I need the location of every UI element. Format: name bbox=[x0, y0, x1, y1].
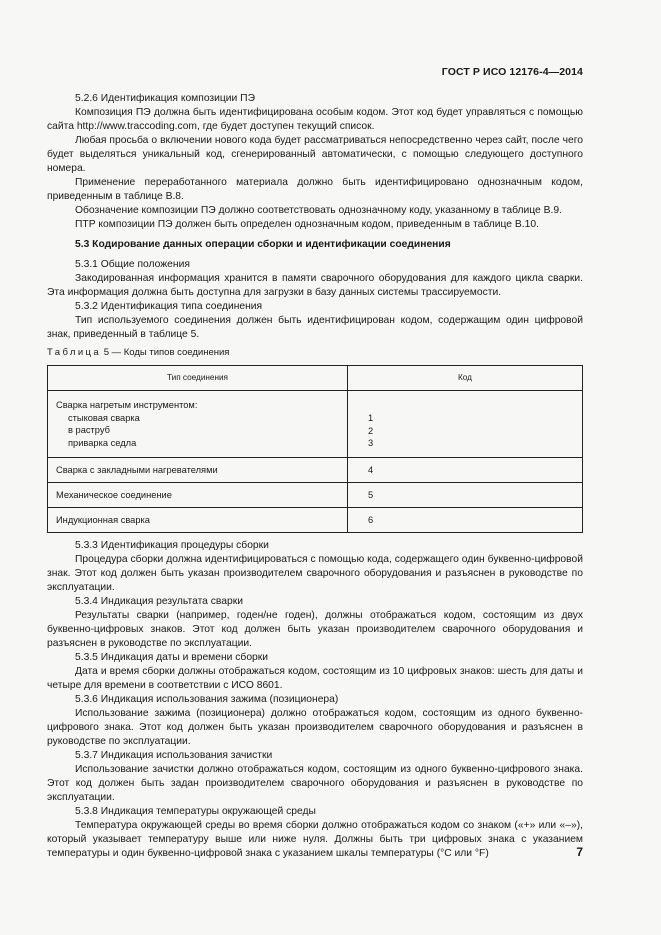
row-code: 6 bbox=[348, 508, 583, 533]
group-item-code: 2 bbox=[368, 425, 374, 436]
table-caption bbox=[47, 346, 583, 360]
paragraph: Процедура сборки должна идентифицироваться с помощью кода, содержащего один буквенно-цифровой знак. Этот код должен быть указан производителем сварочного оборудования и разъяснен в руководстве по эксплуатации. bbox=[47, 554, 583, 593]
table-row-group bbox=[48, 391, 583, 458]
page-number: 7 bbox=[576, 845, 583, 859]
table-row bbox=[48, 458, 583, 483]
row-code: 5 bbox=[348, 483, 583, 508]
paragraph: 5.3.8 Индикация температуры окружающей среды bbox=[75, 806, 316, 817]
column-header-code: Код bbox=[348, 366, 583, 391]
group-label-cell bbox=[48, 391, 348, 458]
paragraph: Использование зажима (позиционера) должно отображаться кодом, состоящим из одного буквенно-цифрового знака. Этот код должен быть указан производителем сварочного оборудования и разъяснен в руководстве по эксплуатации. bbox=[47, 708, 583, 747]
joint-type-codes-table bbox=[47, 365, 583, 533]
page-content bbox=[47, 92, 583, 861]
group-code-cell bbox=[348, 391, 583, 458]
table-caption-text: 5 — Коды типов соединения bbox=[101, 347, 230, 358]
paragraph: Температура окружающей среды во время сборки должно отображаться кодом со знаком («+» или «–»), который указывает температуру выше или ниже нуля. Должны быть три цифровых знака с указанием температуры и один буквенно-цифровой знака с указанием шкалы температуры (°C или °F) bbox=[47, 820, 583, 859]
paragraph: Композиция ПЭ должна быть идентифицирована особым кодом. Этот код будет управляться с помощью сайта http://www.traccoding.com, где будет доступен текущий список. bbox=[47, 107, 583, 132]
paragraph: 5.3.3 Идентификация процедуры сборки bbox=[75, 540, 269, 551]
paragraph: 5.3.4 Индикация результата сварки bbox=[75, 596, 243, 607]
paragraph: 5.3.6 Индикация использования зажима (позиционера) bbox=[75, 694, 339, 705]
bottom-paragraphs bbox=[47, 539, 583, 861]
row-label: Сварка с закладными нагревателями bbox=[48, 458, 348, 483]
table-caption-word: Таблица bbox=[47, 347, 102, 358]
paragraph: Обозначение композиции ПЭ должно соответствовать однозначному коду, указанному в таблице В.9. bbox=[75, 205, 562, 216]
paragraph: Использование зачистки должно отображаться кодом, состоящим из одного буквенно-цифрового знака. Этот код должен быть задан производителем сварочного оборудования и разъяснен в руководстве по эксплуатации. bbox=[47, 764, 583, 803]
paragraph: Дата и время сборки должны отображаться кодом, состоящим из 10 цифровых знаков: шесть для даты и четыре для времени в соответствии с ИСО 8601. bbox=[47, 666, 583, 691]
paragraph: Закодированная информация хранится в памяти сварочного оборудования для каждого цикла сварки. Эта информация должна быть доступна для загрузки в базу данных системы трассируемости. bbox=[47, 273, 583, 298]
group-item-label: приварка седла bbox=[68, 437, 137, 448]
top-paragraphs bbox=[47, 92, 583, 342]
table-header-row bbox=[48, 366, 583, 391]
column-header-joint-type: Тип соединения bbox=[48, 366, 348, 391]
paragraph: ПТР композиции ПЭ должен быть определен однозначным кодом, приведенным в таблице В.10. bbox=[75, 219, 539, 230]
paragraph: 5.3.7 Индикация использования зачистки bbox=[75, 750, 273, 761]
row-label: Индукционная сварка bbox=[48, 508, 348, 533]
group-item-code: 1 bbox=[368, 413, 374, 423]
group-item-code: 3 bbox=[368, 438, 374, 448]
table-row bbox=[48, 483, 583, 508]
group-item-label: в раструб bbox=[68, 425, 110, 435]
group-title: Сварка нагретым инструментом: bbox=[56, 400, 198, 410]
table-row bbox=[48, 508, 583, 533]
row-code: 4 bbox=[348, 458, 583, 483]
paragraph: 5.2.6 Идентификация композиции ПЭ bbox=[75, 93, 255, 104]
paragraph: Тип используемого соединения должен быть идентифицирован кодом, содержащим один цифровой знак, приведенный в таблице 5. bbox=[47, 315, 583, 340]
paragraph: Применение переработанного материала должно быть идентифицировано однозначным кодом, приведенным в таблице В.8. bbox=[47, 177, 583, 202]
row-label: Механическое соединение bbox=[48, 483, 348, 508]
paragraph: Любая просьба о включении нового кода будет рассматриваться непосредственно через сайт, после чего будет выделяться уникальный код, сгенерированный автоматически, с помощью следующего доступного номера. bbox=[47, 135, 583, 174]
paragraph: 5.3 Кодирование данных операции сборки и идентификации соединения bbox=[75, 239, 451, 250]
paragraph: 5.3.5 Индикация даты и времени сборки bbox=[75, 652, 269, 663]
paragraph: 5.3.1 Общие положения bbox=[75, 259, 190, 270]
paragraph: Результаты сварки (например, годен/не годен), должны отображаться кодом, состоящим из двух буквенно-цифровых знаков. Этот код должен быть указан производителем сварочного оборудования и разъяснен в руководстве по эксплуатации. bbox=[47, 610, 583, 649]
group-item-label: стыковая сварка bbox=[68, 412, 140, 423]
document-header: ГОСТ Р ИСО 12176-4—2014 bbox=[441, 66, 583, 78]
paragraph: 5.3.2 Идентификация типа соединения bbox=[75, 301, 263, 312]
